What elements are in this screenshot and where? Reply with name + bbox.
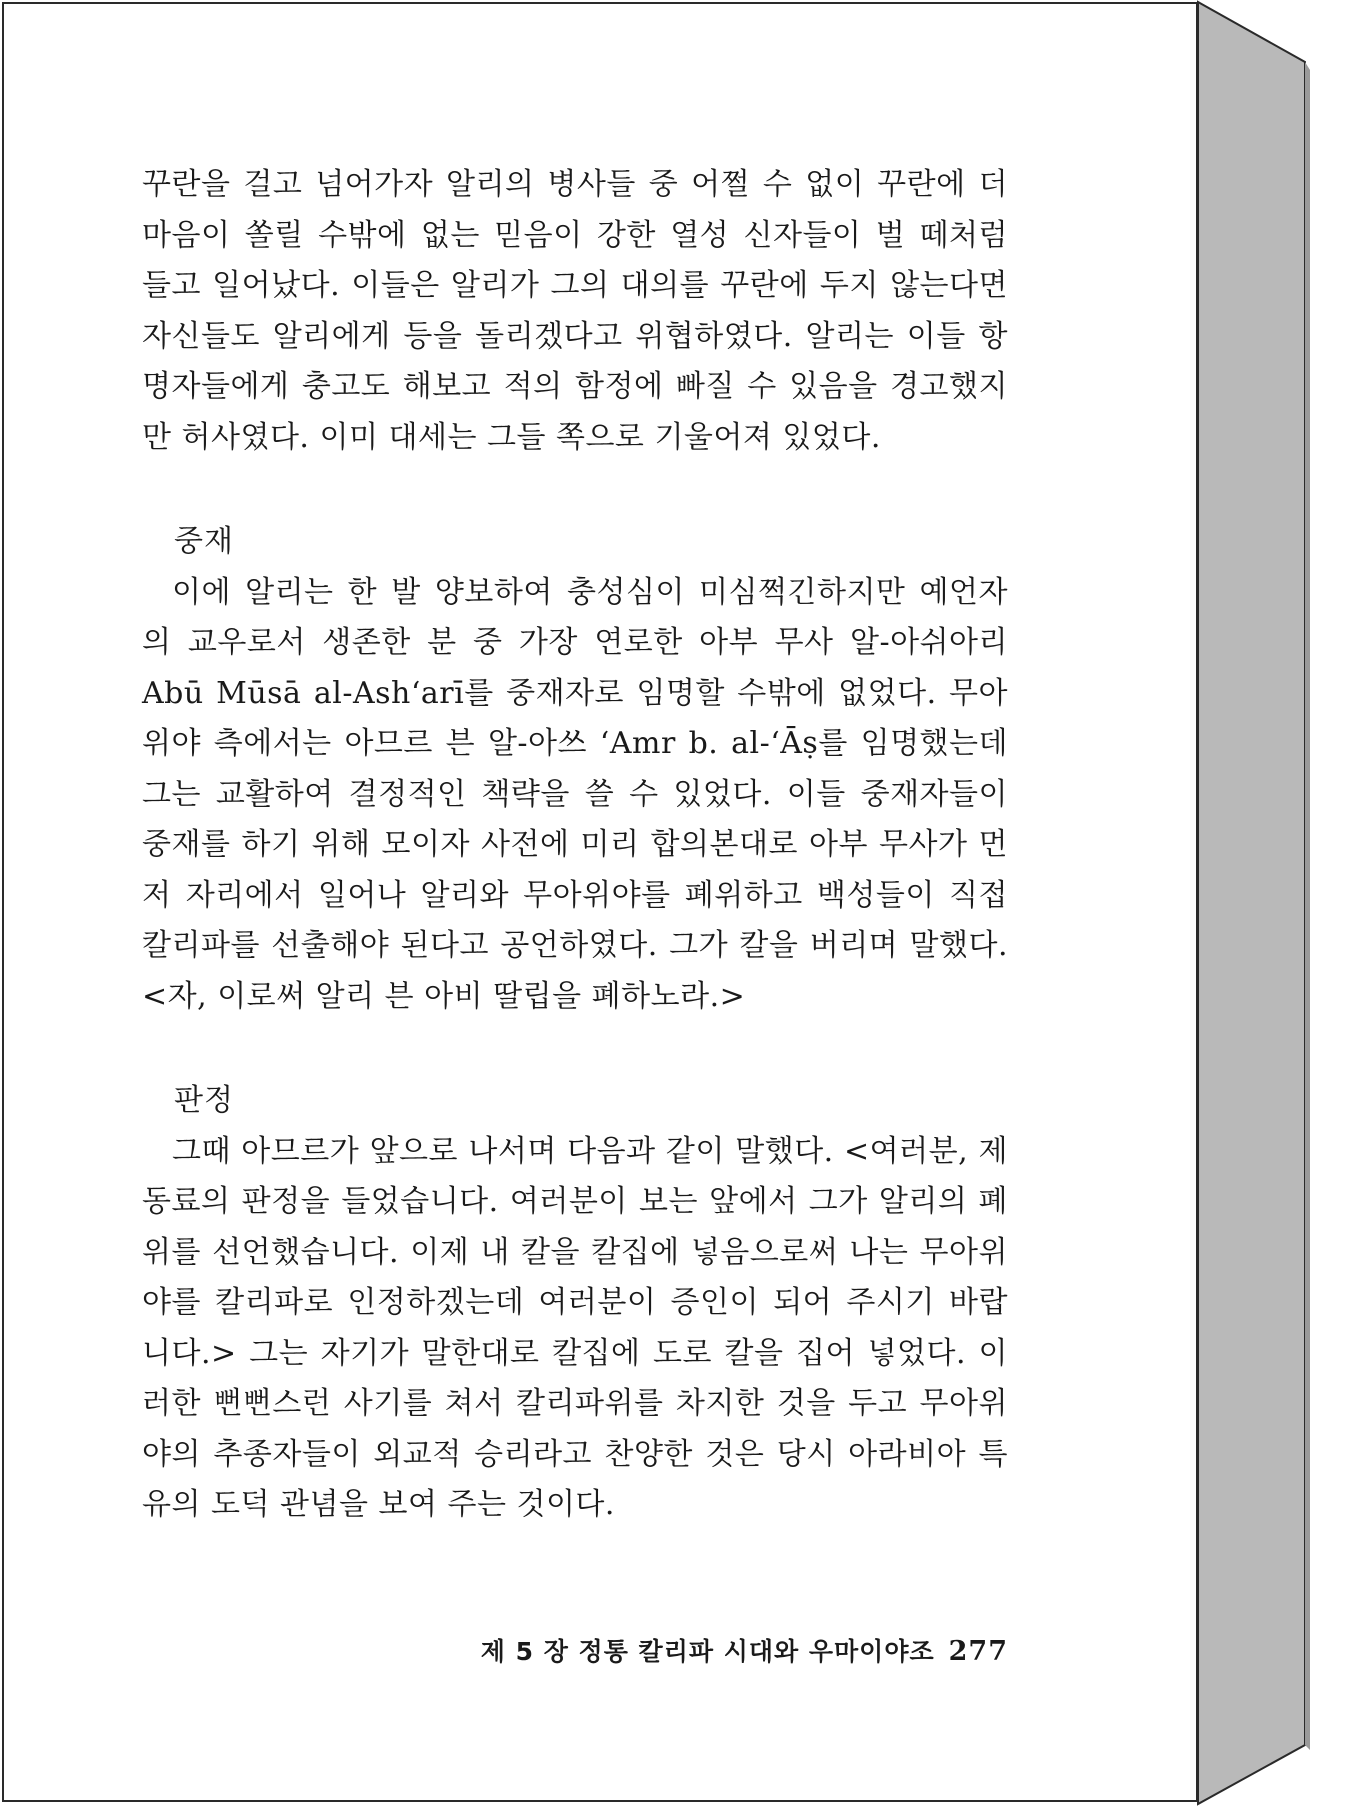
main-text	[142, 160, 1008, 1531]
page-number: 277	[948, 1636, 1008, 1667]
chapter-title: 제 5 장 정통 칼리파 시대와 우마이야조	[480, 1637, 935, 1666]
section-gap	[142, 463, 1008, 517]
running-footer	[470, 1632, 1008, 1668]
paragraph-mediation: 이에 알리는 한 발 양보하여 충성심이 미심쩍긴하지만 예언자의 교우로서 생존한 분 중 가장 연로한 아부 무사 알-아쉬아리 Abū Mūsā al-Ash‘arī를 중재자로 임명할 수밖에 없었다. 무아위야 측에서는 아므르 븐 알-아쓰 ‘Amr b. al-‘Āṣ를 임명했는데 그는 교활하여 결정적인 책략을 쓸 수 있었다. 이들 중재자들이 중재를 하기 위해 모이자 사전에 미리 합의본대로 아부 무사가 먼저 자리에서 일어나 알리와 무아위야를 폐위하고 백성들이 직접 칼리파를 선출해야 된다고 공언하였다. 그가 칼을 버리며 말했다. <자, 이로써 알리 븐 아비 딸립을 폐하노라.>	[142, 574, 1008, 1014]
section-heading-judgment: 판정	[174, 1083, 234, 1118]
paragraph-judgment: 그때 아므르가 앞으로 나서며 다음과 같이 말했다. <여러분, 제 동료의 판정을 들었습니다. 여러분이 보는 앞에서 그가 알리의 폐위를 선언했습니다. 이제 내 칼을 칼집에 넣음으로써 나는 무아위야를 칼리파로 인정하겠는데 여러분이 증인이 되어 주시기 바랍니다.> 그는 자기가 말한대로 칼집에 도로 칼을 집어 넣었다. 이러한 뻔뻔스런 사기를 쳐서 칼리파위를 차지한 것을 두고 무아위야의 추종자들이 외교적 승리라고 찬양한 것은 당시 아라비아 특유의 도덕 관념을 보여 주는 것이다.	[142, 1133, 1008, 1522]
paragraph-intro: 꾸란을 걸고 넘어가자 알리의 병사들 중 어쩔 수 없이 꾸란에 더 마음이 쏠릴 수밖에 없는 믿음이 강한 열성 신자들이 벌 떼처럼 들고 일어났다. 이들은 알리가 그의 대의를 꾸란에 두지 않는다면 자신들도 알리에게 등을 돌리겠다고 위협하였다. 알리는 이들 항명자들에게 충고도 해보고 적의 함정에 빠질 수 있음을 경고했지만 허사였다. 이미 대세는 그들 쪽으로 기울어져 있었다.	[142, 167, 1008, 455]
section-gap	[142, 1022, 1008, 1076]
section-heading-mediation: 중재	[174, 524, 234, 559]
